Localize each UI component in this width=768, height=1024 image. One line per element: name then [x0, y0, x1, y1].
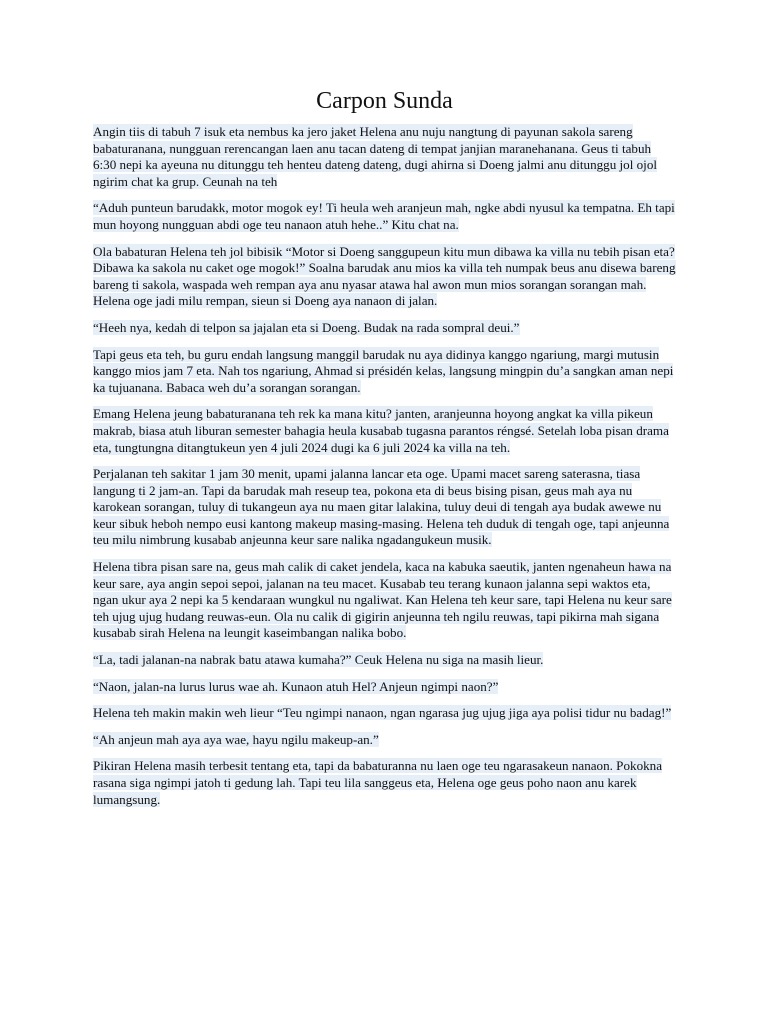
paragraph-9 [93, 652, 676, 669]
paragraph-text: Angin tiis di tabuh 7 isuk eta nembus ka jero jaket Helena anu nuju nangtung di payunan sakola sareng babaturanana, nungguan rerencangan laen anu tacan dateng di tempat janjian maranehanana. Geus ti tabuh 6:30 nepi ka ayeuna nu ditunggu teh henteu dateng dateng, dugi ahirna si Doeng jalmi anu ditunggu jol ojol ngirim chat ka grup. Ceunah na teh [93, 124, 658, 189]
paragraph-text: Tapi geus eta teh, bu guru endah langsung manggil barudak nu aya didinya kanggo ngariung, margi mutusin kanggo mios jam 7 eta. Nah tos ngariung, Ahmad si présidén kelas, langsung mingpin du’a sangkan aman nepi ka tujuanana. Babaca weh du’a sorangan sorangan. [93, 346, 674, 395]
paragraph-10 [93, 679, 676, 696]
paragraph-1 [93, 124, 676, 190]
document-title: Carpon Sunda [316, 88, 453, 114]
paragraph-text: Pikiran Helena masih terbesit tentang eta, tapi da babaturanna nu laen oge teu ngarasakeun nanaon. Pokokna rasana siga ngimpi jatoh ti gedung lah. Tapi teu lila sanggeus eta, Helena oge geus poho naon anu karek lumangsung. [93, 758, 663, 807]
paragraph-text: “Heeh nya, kedah di telpon sa jajalan eta si Doeng. Budak na rada sompral deui.” [93, 319, 520, 335]
paragraph-text: “Aduh punteun barudakk, motor mogok ey! Ti heula weh aranjeun mah, ngke abdi nyusul ka tempatna. Eh tapi mun hoyong nungguan abdi oge teu nanaon atuh hehe..” Kitu chat na. [93, 200, 675, 232]
paragraph-text: “Ah anjeun mah aya aya wae, hayu ngilu makeup-an.” [93, 731, 379, 747]
paragraph-2 [93, 200, 676, 233]
paragraph-4 [93, 320, 676, 337]
paragraph-8 [93, 559, 676, 642]
paragraph-5 [93, 347, 676, 397]
paragraph-text: “La, tadi jalanan-na nabrak batu atawa kumaha?” Ceuk Helena nu siga na masih lieur. [93, 652, 544, 668]
paragraph-text: “Naon, jalan-na lurus lurus wae ah. Kunaon atuh Hel? Anjeun ngimpi naon?” [93, 678, 499, 694]
paragraph-text: Perjalanan teh sakitar 1 jam 30 menit, upami jalanna lancar eta oge. Upami macet sareng saterasna, tiasa langung ti 2 jam-an. Tapi da barudak mah reseup tea, pokona eta di beus bising pisan, geus mah aya nu karokean sorangan, tuluy di tukangeun aya nu maen gitar lalakina, tuluy deui di tengah aya budak awewe nu keur sibuk heboh nempo eusi kantong makeup masing-masing. Helena teh duduk di tengah oge, tapi anjeunna teu milu nimbrung kusabab anjeunna keur sare nalika ngadangukeun musik. [93, 466, 670, 548]
paragraph-6 [93, 406, 676, 456]
paragraph-text: Helena teh makin makin weh lieur “Teu ngimpi nanaon, ngan ngarasa jug ujug jiga aya polisi tidur nu badag!” [93, 705, 672, 721]
paragraph-7 [93, 466, 676, 549]
paragraph-13 [93, 758, 676, 808]
paragraph-3 [93, 244, 676, 310]
paragraph-text: Helena tibra pisan sare na, geus mah calik di caket jendela, kaca na kabuka saeutik, janten ngenaheun hawa na keur sare, aya angin sepoi sepoi, jalanan na teu macet. Kusabab teu terang kunaon jalanna sepi waktos eta, ngan ukur aya 2 nepi ka 5 kendaraan wungkul nu ngaliwat. Kan Helena teh keur sare, tapi Helena nu keur sare teh ujug ujug hudang reuwas-eun. Ola nu calik di gigirin anjeunna teh ngilu reuwas, tapi pikirna mah sigana kusabab sirah Helena na leungit kaseimbangan nalika bobo. [93, 559, 672, 641]
paragraph-11 [93, 705, 676, 722]
paragraph-text: Ola babaturan Helena teh jol bibisik “Motor si Doeng sanggupeun kitu mun dibawa ka villa nu tebih pisan eta? Dibawa ka sakola nu caket oge mogok!” Soalna barudak anu mios ka villa teh numpak beus anu disewa bareng bareng ti sakola, waspada weh rempan aya anu nyasar atawa hal awon mun mios sorangan sorangan mah. Helena oge jadi milu rempan, sieun si Doeng aya nanaon di jalan. [93, 243, 676, 309]
paragraph-12 [93, 732, 676, 749]
paragraph-text: Emang Helena jeung babaturanana teh rek ka mana kitu? janten, aranjeunna hoyong angkat ka villa pikeun makrab, biasa atuh liburan semester bahagia heula kusabab tugasna parantos réngsé. Setelah loba pisan drama eta, tungtungna ditangtukeun yen 4 juli 2024 dugi ka 6 juli 2024 ka villa na teh. [93, 406, 669, 455]
